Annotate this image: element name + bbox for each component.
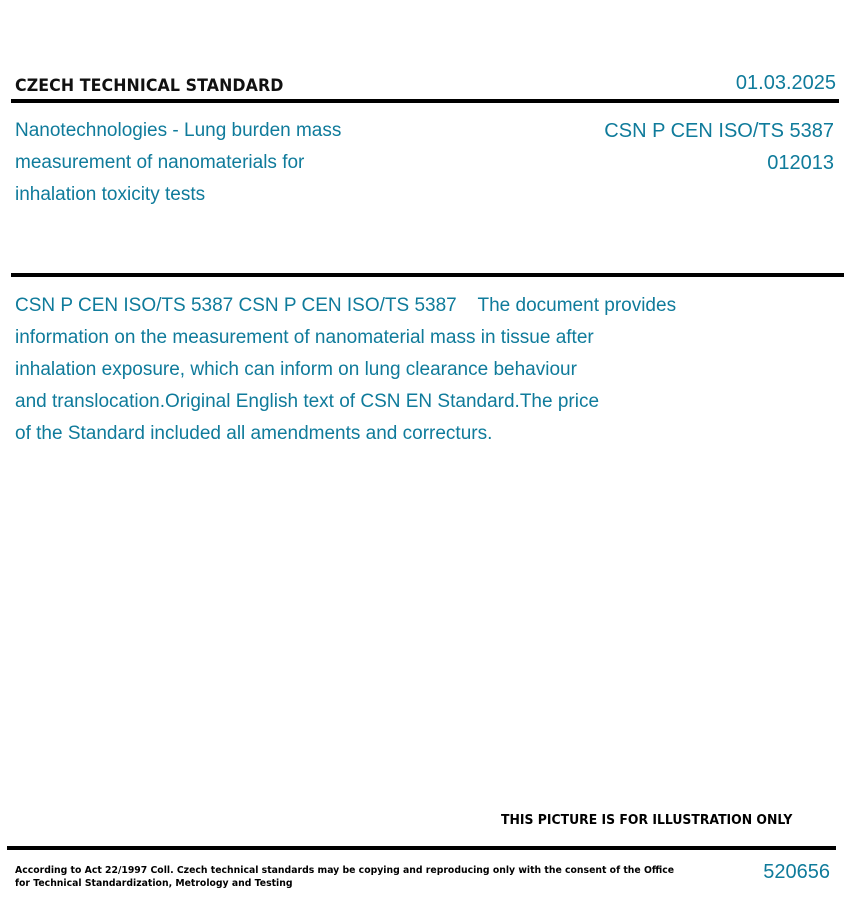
- title-line: inhalation toxicity tests: [15, 184, 206, 205]
- description-line: inhalation exposure, which can inform on lung clearance behaviour: [15, 359, 577, 380]
- standard-description: [15, 290, 785, 450]
- legal-line: for Technical Standardization, Metrology and Testing: [15, 878, 293, 889]
- description-line: and translocation.Original English text of CSN EN Standard.The price: [15, 391, 600, 412]
- standard-code: [534, 115, 834, 179]
- catalog-number: 520656: [763, 861, 830, 883]
- document-type: CZECH TECHNICAL STANDARD: [15, 76, 284, 96]
- footer-divider: [7, 846, 836, 850]
- section-divider: [11, 273, 844, 277]
- title-line: Nanotechnologies - Lung burden mass: [15, 120, 342, 141]
- description-line: information on the measurement of nanomaterial mass in tissue after: [15, 327, 594, 348]
- standard-title: [15, 115, 415, 211]
- description-line: CSN P CEN ISO/TS 5387 CSN P CEN ISO/TS 5387 The document provides: [15, 295, 677, 316]
- description-line: of the Standard included all amendments and correcturs.: [15, 423, 493, 444]
- title-line: measurement of nanomaterials for: [15, 152, 305, 173]
- illustration-note: THIS PICTURE IS FOR ILLUSTRATION ONLY: [501, 812, 793, 828]
- standard-designation: CSN P CEN ISO/TS 5387: [604, 120, 834, 142]
- legal-notice: [15, 864, 674, 890]
- legal-line: According to Act 22/1997 Coll. Czech technical standards may be copying and reproducing only with the consent of the Office: [15, 865, 675, 876]
- classification-number: 012013: [767, 152, 834, 174]
- publication-date: 01.03.2025: [735, 72, 836, 94]
- header-divider: [11, 99, 839, 103]
